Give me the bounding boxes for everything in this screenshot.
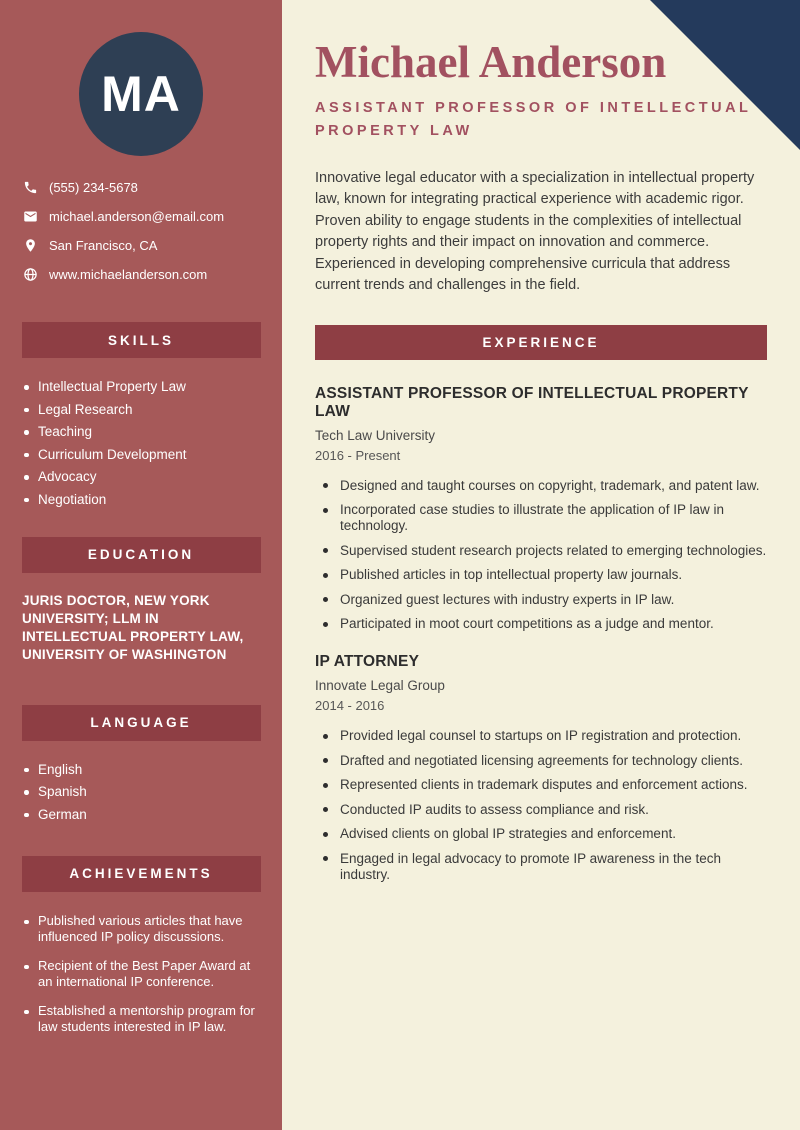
avatar <box>79 32 203 156</box>
language-item: English <box>24 761 282 778</box>
email-address: michael.anderson@email.com <box>49 209 225 224</box>
job-bullet: Designed and taught courses on copyright, trademark, and patent law. <box>323 478 767 494</box>
job-entry-bullets <box>323 478 767 633</box>
job-bullet: Organized guest lectures with industry experts in IP law. <box>323 592 767 608</box>
language-title: LANGUAGE <box>90 715 192 730</box>
job-entry-dates: 2014 - 2016 <box>315 698 385 713</box>
skills-list <box>24 378 282 508</box>
job-bullet: Conducted IP audits to assess compliance and risk. <box>323 802 767 818</box>
experience-title: EXPERIENCE <box>482 334 600 350</box>
language-item: German <box>24 806 282 823</box>
job-title-subheading: ASSISTANT PROFESSOR OF INTELLECTUAL PROPERTY LAW <box>315 99 752 139</box>
website-url: www.michaelanderson.com <box>49 267 208 282</box>
achievement-item: Established a mentorship program for law students interested in IP law. <box>24 1003 266 1036</box>
location-icon <box>23 238 38 253</box>
education-text: JURIS DOCTOR, NEW YORK UNIVERSITY; LLM IN INTELLECTUAL PROPERTY LAW, UNIVERSITY OF WASHINGTON <box>22 592 244 662</box>
job-bullet: Provided legal counsel to startups on IP registration and protection. <box>323 728 767 744</box>
sidebar <box>0 0 282 1130</box>
job-entry-title: ASSISTANT PROFESSOR OF INTELLECTUAL PROPERTY LAW <box>315 384 749 420</box>
skills-title: SKILLS <box>107 332 174 348</box>
job-bullet: Represented clients in trademark disputes and enforcement actions. <box>323 777 767 793</box>
name-heading: Michael Anderson <box>315 37 667 87</box>
achievements-title: ACHIEVEMENTS <box>69 866 213 881</box>
achievement-item: Published various articles that have influenced IP policy discussions. <box>24 913 266 946</box>
summary-paragraph: Innovative legal educator with a specialization in intellectual property law, known for integrating practical experience with academic rigor. Proven ability to engage students in the complexities of intellectual property rights and their impact on innovation and commerce. Experienced in developing comprehensive curricula that address current trends and challenges in the field. <box>315 169 755 293</box>
phone-number: (555) 234-5678 <box>49 180 138 195</box>
job-bullet: Incorporated case studies to illustrate the application of IP law in technology. <box>323 502 767 534</box>
globe-icon <box>23 267 38 282</box>
education-section-header <box>22 537 261 573</box>
language-item: Spanish <box>24 783 282 800</box>
skill-item: Advocacy <box>24 468 282 485</box>
job-bullet: Advised clients on global IP strategies and enforcement. <box>323 826 767 842</box>
email-icon <box>23 209 38 224</box>
job-bullet: Participated in moot court competitions as a judge and mentor. <box>323 616 767 632</box>
job-bullet: Engaged in legal advocacy to promote IP awareness in the tech industry. <box>323 851 767 883</box>
skill-item: Intellectual Property Law <box>24 378 282 395</box>
skill-item: Negotiation <box>24 491 282 508</box>
location-text: San Francisco, CA <box>49 238 158 253</box>
experience-section-header <box>315 325 767 360</box>
avatar-initials: MA <box>101 66 181 122</box>
skill-item: Legal Research <box>24 401 282 418</box>
contact-row-website <box>23 266 282 283</box>
job-bullet: Published articles in top intellectual property law journals. <box>323 567 767 583</box>
language-list <box>24 761 282 823</box>
job-entry-dates: 2016 - Present <box>315 447 401 463</box>
main-content <box>282 0 800 1130</box>
job-entry-title: IP ATTORNEY <box>315 653 420 670</box>
achievements-list <box>24 913 266 1036</box>
contact-row-phone <box>23 179 282 196</box>
skills-section-header <box>22 322 261 358</box>
contact-row-location <box>23 237 282 254</box>
job-entry-1 <box>315 385 767 633</box>
achievements-section-header <box>22 856 261 892</box>
phone-icon <box>23 180 38 195</box>
contact-row-email <box>23 208 282 225</box>
job-bullet: Supervised student research projects related to emerging technologies. <box>323 543 767 559</box>
job-entry-company: Innovate Legal Group <box>315 678 445 693</box>
skill-item: Curriculum Development <box>24 446 282 463</box>
job-entry-2 <box>315 653 767 883</box>
contact-list <box>23 179 282 283</box>
language-section-header <box>22 705 261 741</box>
job-entry-bullets <box>323 728 767 883</box>
achievement-item: Recipient of the Best Paper Award at an international IP conference. <box>24 958 266 991</box>
skill-item: Teaching <box>24 423 282 440</box>
education-title: EDUCATION <box>87 547 195 562</box>
job-entry-company: Tech Law University <box>315 427 436 443</box>
job-bullet: Drafted and negotiated licensing agreements for technology clients. <box>323 753 767 769</box>
